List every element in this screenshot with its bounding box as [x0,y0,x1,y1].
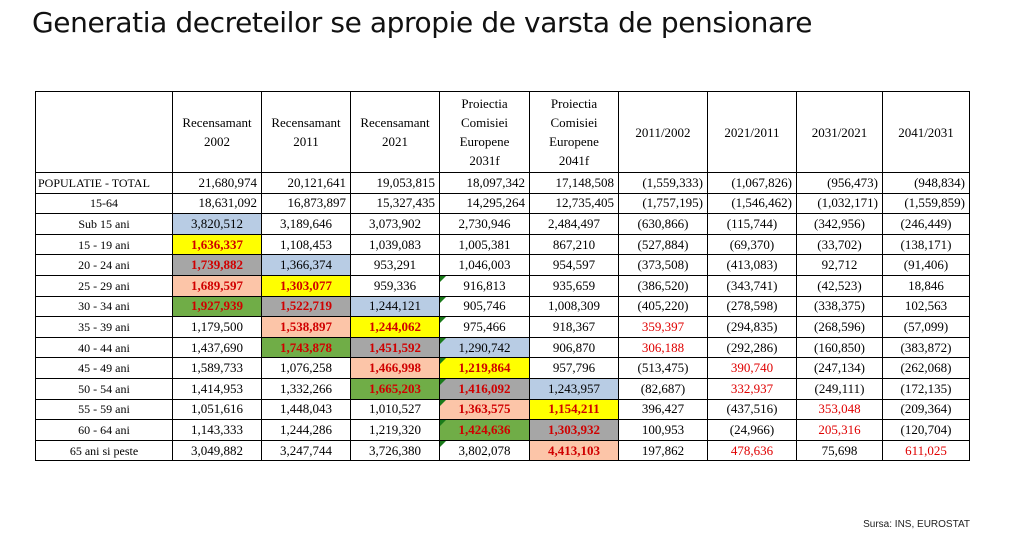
table-cell: 4,413,103 [530,440,619,461]
table-cell: 3,726,380 [351,440,440,461]
table-cell: 1,416,092 [440,378,530,399]
row-label: 35 - 39 ani [36,317,173,338]
table-cell: (247,134) [797,358,883,379]
table-cell: (209,364) [883,399,970,420]
table-row [36,440,970,461]
table-cell: 18,846 [883,275,970,296]
table-cell: (413,083) [708,255,797,276]
table-cell: 1,046,003 [440,255,530,276]
table-cell: 1,244,062 [351,317,440,338]
table-cell: 3,189,646 [262,214,351,235]
table-cell: 1,424,636 [440,420,530,441]
row-label: 55 - 59 ani [36,399,173,420]
table-cell: 1,051,616 [173,399,262,420]
table-cell: 1,303,932 [530,420,619,441]
table-cell: (437,516) [708,399,797,420]
table-cell: 1,010,527 [351,399,440,420]
table-cell: (373,508) [619,255,708,276]
table-cell: (278,598) [708,296,797,317]
table-cell: 1,743,878 [262,337,351,358]
table-cell: (91,406) [883,255,970,276]
table-cell: (268,596) [797,317,883,338]
table-cell: (1,559,859) [883,193,970,214]
table-cell: 1,689,597 [173,275,262,296]
table-cell: (172,135) [883,378,970,399]
row-label: 40 - 44 ani [36,337,173,358]
table-cell: (342,956) [797,214,883,235]
table-cell: 1,108,453 [262,234,351,255]
table-cell: (343,741) [708,275,797,296]
table-cell: 1,448,043 [262,399,351,420]
table-cell: 1,522,719 [262,296,351,317]
row-label: 15 - 19 ani [36,234,173,255]
table-cell: 18,631,092 [173,193,262,214]
table-cell: 1,332,266 [262,378,351,399]
table-cell: 205,316 [797,420,883,441]
table-cell: 918,367 [530,317,619,338]
table-cell: 20,121,641 [262,173,351,194]
table-row [36,193,970,214]
table-cell: (138,171) [883,234,970,255]
table-cell: (948,834) [883,173,970,194]
row-label: 25 - 29 ani [36,275,173,296]
header-cell: Recensamant 2011 [262,92,351,173]
table-cell: 611,025 [883,440,970,461]
table-cell: 75,698 [797,440,883,461]
table-cell: 92,712 [797,255,883,276]
table-cell: 1,244,121 [351,296,440,317]
table-cell: 1,219,864 [440,358,530,379]
table-cell: 478,636 [708,440,797,461]
table-cell: 3,802,078 [440,440,530,461]
table-cell: 1,219,320 [351,420,440,441]
table-cell: (405,220) [619,296,708,317]
table-cell: 1,927,939 [173,296,262,317]
table-cell: (1,032,171) [797,193,883,214]
table-cell: 954,597 [530,255,619,276]
row-label: 45 - 49 ani [36,358,173,379]
table-cell: 1,414,953 [173,378,262,399]
table-cell: 306,188 [619,337,708,358]
row-label: POPULATIE - TOTAL [36,173,173,194]
table-cell: 1,243,957 [530,378,619,399]
table-row [36,275,970,296]
table-cell: 1,665,203 [351,378,440,399]
table-cell: 1,538,897 [262,317,351,338]
table-cell: (630,866) [619,214,708,235]
table-cell: 975,466 [440,317,530,338]
table-cell: 19,053,815 [351,173,440,194]
table-cell: 3,247,744 [262,440,351,461]
table-cell: 957,796 [530,358,619,379]
table-cell: 12,735,405 [530,193,619,214]
table-cell: (262,068) [883,358,970,379]
table-cell: 1,363,575 [440,399,530,420]
table-cell: 1,008,309 [530,296,619,317]
header-cell: 2031/2021 [797,92,883,173]
table-cell: 332,937 [708,378,797,399]
table-cell: 16,873,897 [262,193,351,214]
table-cell: 390,740 [708,358,797,379]
table-cell: (292,286) [708,337,797,358]
header-cell: 2041/2031 [883,92,970,173]
table-cell: 1,154,211 [530,399,619,420]
table-cell: (513,475) [619,358,708,379]
table-cell: (120,704) [883,420,970,441]
table-cell: 3,820,512 [173,214,262,235]
table-cell: 3,049,882 [173,440,262,461]
table-cell: (1,559,333) [619,173,708,194]
table-cell: 2,484,497 [530,214,619,235]
row-label: 60 - 64 ani [36,420,173,441]
table-cell: (24,966) [708,420,797,441]
table-cell: 18,097,342 [440,173,530,194]
table-cell: 1,244,286 [262,420,351,441]
table-cell: 2,730,946 [440,214,530,235]
row-label: 30 - 34 ani [36,296,173,317]
table-cell: 1,437,690 [173,337,262,358]
header-cell: 2011/2002 [619,92,708,173]
table-cell: (338,375) [797,296,883,317]
table-cell: (115,744) [708,214,797,235]
page-title: Generatia decreteilor se apropie de varsta de pensionare [32,6,813,39]
table-cell: 1,636,337 [173,234,262,255]
table-cell: 17,148,508 [530,173,619,194]
table-row [36,234,970,255]
table-cell: 15,327,435 [351,193,440,214]
header-cell: Recensamant 2021 [351,92,440,173]
table-cell: (246,449) [883,214,970,235]
row-label: 50 - 54 ani [36,378,173,399]
table-cell: 867,210 [530,234,619,255]
header-cell: Proiectia Comisiei Europene 2031f [440,92,530,173]
table-cell: 1,303,077 [262,275,351,296]
table-cell: (160,850) [797,337,883,358]
table-cell: 1,076,258 [262,358,351,379]
table-cell: (527,884) [619,234,708,255]
table-cell: (1,757,195) [619,193,708,214]
table-cell: 14,295,264 [440,193,530,214]
table-cell: (383,872) [883,337,970,358]
table-cell: 1,366,374 [262,255,351,276]
table-cell: 1,179,500 [173,317,262,338]
table-cell: 102,563 [883,296,970,317]
row-label: 65 ani si peste [36,440,173,461]
table-row [36,337,970,358]
table-cell: 3,073,902 [351,214,440,235]
table-row [36,255,970,276]
table-cell: (249,111) [797,378,883,399]
table-cell: 1,143,333 [173,420,262,441]
table-cell: 905,746 [440,296,530,317]
table-cell: 935,659 [530,275,619,296]
table-cell: (386,520) [619,275,708,296]
table-cell: (57,099) [883,317,970,338]
table-cell: 1,739,882 [173,255,262,276]
table-cell: (33,702) [797,234,883,255]
row-label: 15-64 [36,193,173,214]
population-table [35,91,970,461]
table-row [36,358,970,379]
table-cell: 953,291 [351,255,440,276]
header-cell: Proiectia Comisiei Europene 2041f [530,92,619,173]
table-cell: (956,473) [797,173,883,194]
table-cell: 1,589,733 [173,358,262,379]
table-cell: (1,067,826) [708,173,797,194]
table-cell: 906,870 [530,337,619,358]
table-row [36,420,970,441]
table-row [36,296,970,317]
table-cell: (42,523) [797,275,883,296]
table-cell: 1,451,592 [351,337,440,358]
row-label: 20 - 24 ani [36,255,173,276]
header-cell: 2021/2011 [708,92,797,173]
table-cell: (1,546,462) [708,193,797,214]
table-cell: 100,953 [619,420,708,441]
table-cell: 916,813 [440,275,530,296]
table-cell: 1,005,381 [440,234,530,255]
table-row [36,378,970,399]
table-cell: 197,862 [619,440,708,461]
header-cell [36,92,173,173]
table-cell: (294,835) [708,317,797,338]
table-cell: 1,290,742 [440,337,530,358]
source-note: Sursa: INS, EUROSTAT [863,519,970,530]
table-cell: 21,680,974 [173,173,262,194]
table-cell: 396,427 [619,399,708,420]
header-cell: Recensamant 2002 [173,92,262,173]
table-row [36,173,970,194]
table-cell: (82,687) [619,378,708,399]
header-row [36,92,970,173]
table-row [36,214,970,235]
table-cell: 959,336 [351,275,440,296]
table-cell: 353,048 [797,399,883,420]
row-label: Sub 15 ani [36,214,173,235]
table-cell: (69,370) [708,234,797,255]
table-row [36,399,970,420]
table-row [36,317,970,338]
table-cell: 1,039,083 [351,234,440,255]
table-cell: 359,397 [619,317,708,338]
table-cell: 1,466,998 [351,358,440,379]
